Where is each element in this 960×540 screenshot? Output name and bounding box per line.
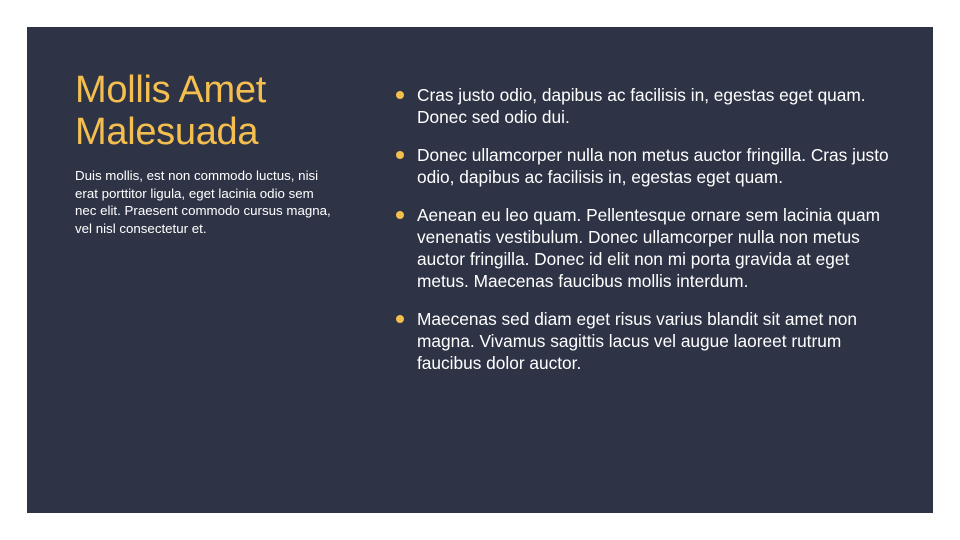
bullet-item: [395, 144, 895, 188]
bullet-item: [395, 84, 895, 128]
slide-title-line-2: Malesuada: [75, 111, 259, 153]
slide-subtitle: Duis mollis, est non commodo luctus, nisi erat porttitor ligula, eget lacinia odio sem nec elit. Praesent commodo cursus magna, vel nisl consectetur et.: [75, 168, 331, 236]
slide-title-line-1: Mollis Amet: [75, 69, 266, 111]
bullet-text: Aenean eu leo quam. Pellentesque ornare sem lacinia quam venenatis vestibulum. Donec ullamcorper nulla non metus auctor fringilla. Donec id elit non mi porta gravida at eget metus. Maecenas faucibus mollis interdum.: [417, 205, 881, 291]
bullet-dot-icon: [396, 91, 404, 99]
bullet-item: [395, 204, 895, 292]
slide-title: [75, 69, 335, 153]
slide: [27, 27, 933, 513]
bullet-dot-icon: [396, 151, 404, 159]
bullet-text: Cras justo odio, dapibus ac facilisis in, egestas eget quam. Donec sed odio dui.: [417, 85, 866, 127]
bullet-dot-icon: [396, 315, 404, 323]
bullet-list: [395, 84, 895, 390]
bullet-text: Donec ullamcorper nulla non metus auctor fringilla. Cras justo odio, dapibus ac facilisis in, egestas eget quam.: [417, 145, 889, 187]
bullet-dot-icon: [396, 211, 404, 219]
bullet-text: Maecenas sed diam eget risus varius blandit sit amet non magna. Vivamus sagittis lacus vel augue laoreet rutrum faucibus dolor auctor.: [417, 309, 857, 373]
bullet-item: [395, 308, 895, 374]
